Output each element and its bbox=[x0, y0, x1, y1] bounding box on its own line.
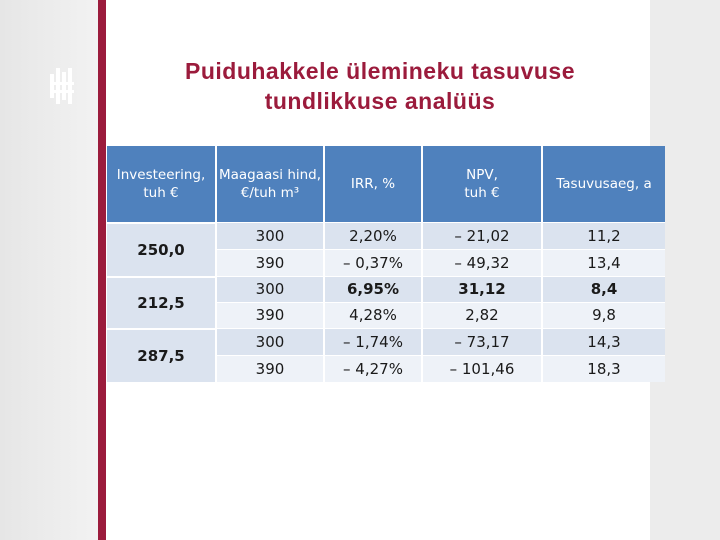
title-line-2: tundlikkuse analüüs bbox=[264, 88, 496, 114]
investment-cell-3: 287,5 bbox=[107, 328, 217, 382]
npv-cell: 2,82 bbox=[465, 306, 499, 324]
header-gas-price-label: Maagaasi hind, €/tuh m³ bbox=[218, 167, 322, 201]
irr-cell: 6,95% bbox=[346, 280, 400, 298]
irr-cell: 2,20% bbox=[349, 226, 397, 245]
npv-cell: – 101,46 bbox=[449, 359, 515, 378]
header-gas-price bbox=[217, 146, 325, 222]
npv-cell: – 49,32 bbox=[454, 253, 510, 272]
investment-cell-2: 212,5 bbox=[107, 276, 217, 328]
header-investment: Investeering, tuh € bbox=[107, 146, 217, 222]
page-title bbox=[110, 56, 650, 116]
price-cell: 300 bbox=[255, 226, 285, 245]
payback-cell: 18,3 bbox=[587, 359, 621, 378]
price-cell: 390 bbox=[255, 359, 285, 378]
npv-cell: – 73,17 bbox=[454, 332, 510, 351]
irr-cell: – 1,74% bbox=[343, 332, 403, 351]
price-cell: 390 bbox=[255, 306, 285, 324]
header-payback: Tasuvusaeg, a bbox=[543, 146, 665, 222]
left-decor-band bbox=[0, 0, 98, 540]
logo-icon bbox=[50, 68, 74, 104]
irr-cell: – 0,37% bbox=[343, 253, 403, 272]
payback-cell: 13,4 bbox=[587, 253, 621, 272]
price-cell: 390 bbox=[255, 253, 285, 272]
investment-cell-1: 250,0 bbox=[107, 222, 217, 276]
npv-cell: 31,12 bbox=[458, 280, 506, 298]
payback-cell: 11,2 bbox=[587, 226, 621, 245]
payback-cell: 9,8 bbox=[592, 306, 616, 324]
header-irr: IRR, % bbox=[325, 146, 423, 222]
irr-cell: 4,28% bbox=[349, 306, 397, 324]
title-line-1: Puiduhakkele ülemineku tasuvuse bbox=[184, 58, 576, 84]
price-cell: 300 bbox=[255, 280, 285, 298]
npv-cell: – 21,02 bbox=[454, 226, 510, 245]
payback-cell: 8,4 bbox=[590, 280, 618, 298]
accent-strip bbox=[98, 0, 106, 540]
irr-cell: – 4,27% bbox=[343, 359, 403, 378]
price-cell: 300 bbox=[255, 332, 285, 351]
payback-cell: 14,3 bbox=[587, 332, 621, 351]
header-npv: NPV, tuh € bbox=[423, 146, 543, 222]
sensitivity-table bbox=[107, 146, 665, 382]
